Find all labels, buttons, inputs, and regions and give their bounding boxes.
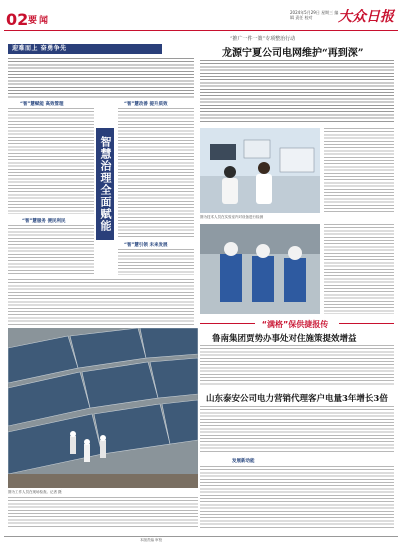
story2-text [200, 406, 394, 452]
rubric-rule-right [339, 323, 394, 324]
solar-panel-photo [8, 328, 198, 488]
column-text-4 [118, 249, 194, 275]
story1-headline: 鲁南集团贾势办事处对住施策提效增益 [212, 334, 357, 344]
subhead-4: “智”慧改善 提升质效 [124, 102, 168, 107]
article-headline: 龙源宁夏公司电网维护“再到深” [222, 48, 364, 59]
column-text-5 [8, 279, 194, 325]
story2-text-2 [200, 466, 394, 530]
rubric-title: “满格”保供捷报传 [261, 320, 329, 329]
article-text-top [200, 60, 394, 124]
issue-date: 2024年5月29日 星期三 编辑 责任 校对 [290, 10, 339, 20]
page-number: 02 [6, 10, 29, 29]
section-banner: 迎难而上 奋勇争先 [8, 44, 162, 54]
lab-photo [200, 128, 320, 213]
subhead-3: “智”慧引领 未来发展 [124, 243, 168, 248]
subhead-2: “智”慧服务 便民利民 [22, 219, 66, 224]
masthead-logo: 大众日报 [338, 9, 394, 25]
story2-headline: 山东泰安公司电力营销代理客户电量3年增长3倍 [206, 394, 388, 404]
story1-text [200, 345, 394, 385]
bottom-photo-caption: 图为工作人员在现场检查。记者 摄 [8, 490, 62, 494]
section-label: 要闻 [28, 16, 51, 26]
subhead-1: “智”慧赋能 高效管理 [20, 102, 64, 107]
intro-paragraph [8, 58, 194, 98]
story2-subhead: 发展新动能 [232, 459, 255, 464]
article-kicker: “推广一件一策”专项整治行动 [230, 36, 296, 42]
lab-photo-caption: 图为技术人员在实验室内对设备进行检测 [200, 215, 263, 219]
workers-photo [200, 224, 320, 314]
footer-rule [4, 536, 398, 537]
bottom-text [8, 497, 198, 529]
article-text-side-2 [324, 224, 394, 314]
article-text-side [324, 128, 394, 213]
column-text-2 [8, 225, 94, 275]
footer-credits: 本版责编 审校 [140, 538, 163, 542]
column-text-1 [8, 108, 94, 214]
vertical-title: 智慧治理全面赋能 [96, 128, 114, 240]
header-rule [4, 30, 398, 31]
column-text-3 [118, 108, 194, 238]
